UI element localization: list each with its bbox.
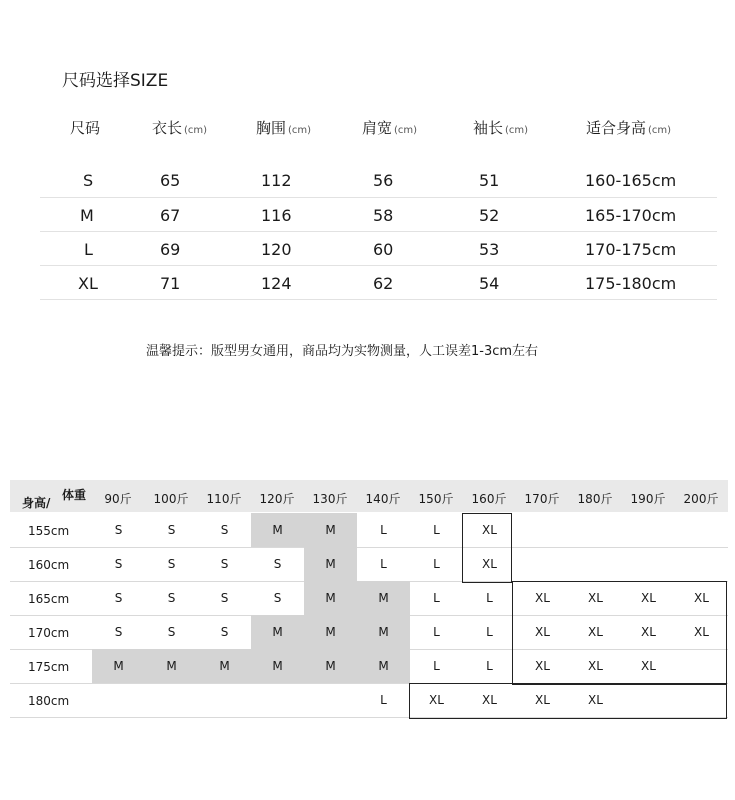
size-recommendation-cell: M xyxy=(304,547,357,581)
size-recommendation-cell xyxy=(198,683,251,717)
weight-col-label: 100斤 xyxy=(153,492,189,506)
chest-cell: 124 xyxy=(261,274,292,293)
grid-row xyxy=(10,513,728,548)
length-cell: 69 xyxy=(160,240,181,259)
size-recommendation-cell: XL xyxy=(588,591,603,605)
size-recommendation-cell xyxy=(622,513,675,547)
size-recommendation-cell: L xyxy=(433,557,440,571)
size-recommendation-cell xyxy=(622,547,675,581)
height-label: 170cm xyxy=(28,626,70,640)
weight-col-label: 90斤 xyxy=(104,492,132,506)
size-recommendation-cell: L xyxy=(380,557,387,571)
header-fit-height: 适合身高 (cm) xyxy=(586,119,672,137)
size-recommendation-cell: L xyxy=(433,659,440,673)
size-recommendation-cell: M xyxy=(357,581,410,615)
size-cell: M xyxy=(80,206,94,225)
shoulder-cell: 62 xyxy=(373,274,394,293)
shoulder-cell: 58 xyxy=(373,206,394,225)
header-chest: 胸围 (cm) xyxy=(256,119,312,137)
size-recommendation-cell xyxy=(675,547,728,581)
size-cell: L xyxy=(84,240,93,259)
grid-header xyxy=(10,480,728,512)
size-recommendation-cell xyxy=(675,649,728,683)
header-shoulder: 肩宽 (cm) xyxy=(362,119,418,137)
size-recommendation-cell: XL xyxy=(482,557,497,571)
size-cell: S xyxy=(83,171,94,190)
corner-weight-label: 体重 xyxy=(62,488,87,502)
size-recommendation-cell: M xyxy=(304,513,357,547)
grid-row xyxy=(10,615,728,650)
size-recommendation-cell: XL xyxy=(535,659,550,673)
sleeve-cell: 53 xyxy=(479,240,500,259)
grid-row xyxy=(10,547,728,582)
fit-height-cell: 175-180cm xyxy=(585,274,677,293)
size-recommendation-cell: S xyxy=(114,591,123,605)
size-recommendation-cell: M xyxy=(304,581,357,615)
size-recommendation-cell xyxy=(675,683,728,717)
size-cell: XL xyxy=(78,274,98,293)
chest-cell: 112 xyxy=(261,171,292,190)
size-row xyxy=(40,197,717,231)
size-row xyxy=(40,163,717,196)
sleeve-cell: 52 xyxy=(479,206,500,225)
size-recommendation-cell: M xyxy=(251,649,304,683)
size-recommendation-cell: L xyxy=(486,625,493,639)
size-recommendation-cell: XL xyxy=(694,625,709,639)
size-recommendation-cell xyxy=(516,513,569,547)
weight-col-label: 130斤 xyxy=(312,492,348,506)
size-recommendation-cell xyxy=(145,683,198,717)
chest-cell: 120 xyxy=(261,240,292,259)
weight-col-label: 190斤 xyxy=(630,492,666,506)
size-recommendation-cell xyxy=(569,547,622,581)
header-size: 尺码 xyxy=(70,119,101,137)
length-cell: 67 xyxy=(160,206,181,225)
size-recommendation-cell: M xyxy=(357,615,410,649)
size-recommendation-cell: XL xyxy=(482,693,497,707)
size-recommendation-cell: XL xyxy=(588,693,603,707)
weight-col-label: 170斤 xyxy=(524,492,560,506)
size-recommendation-cell: S xyxy=(273,591,282,605)
grid-row xyxy=(10,581,728,616)
size-recommendation-cell: S xyxy=(167,591,176,605)
shoulder-cell: 56 xyxy=(373,171,394,190)
weight-col-label: 110斤 xyxy=(206,492,242,506)
header-length: 衣长 (cm) xyxy=(152,119,208,137)
fit-height-cell: 170-175cm xyxy=(585,240,677,259)
height-label: 160cm xyxy=(28,558,70,572)
length-cell: 71 xyxy=(160,274,181,293)
sleeve-cell: 51 xyxy=(479,171,500,190)
weight-col-label: 140斤 xyxy=(365,492,401,506)
grid-row xyxy=(10,683,728,718)
size-recommendation-cell: M xyxy=(92,649,145,683)
tip-text: 温馨提示：版型男女通用，商品均为实物测量，人工误差1-3cm左右 xyxy=(146,344,539,359)
size-recommendation-cell: XL xyxy=(482,523,497,537)
size-recommendation-cell: XL xyxy=(641,625,656,639)
size-recommendation-cell: M xyxy=(251,615,304,649)
size-recommendation-cell xyxy=(675,513,728,547)
size-recommendation-cell: XL xyxy=(429,693,444,707)
shoulder-cell: 60 xyxy=(373,240,394,259)
length-cell: 65 xyxy=(160,171,181,190)
size-recommendation-cell: S xyxy=(167,625,176,639)
size-row xyxy=(40,265,717,300)
size-row xyxy=(40,231,717,265)
size-recommendation-cell: L xyxy=(433,523,440,537)
size-recommendation-cell: S xyxy=(220,625,229,639)
size-recommendation-cell: L xyxy=(486,659,493,673)
corner-height-label: 身高/ xyxy=(22,496,51,510)
weight-col-label: 150斤 xyxy=(418,492,454,506)
height-label: 165cm xyxy=(28,592,70,606)
size-recommendation-cell: S xyxy=(114,625,123,639)
size-recommendation-cell: L xyxy=(380,693,387,707)
weight-col-label: 180斤 xyxy=(577,492,613,506)
size-recommendation-cell: L xyxy=(433,591,440,605)
size-recommendation-cell xyxy=(569,513,622,547)
size-recommendation-cell: M xyxy=(251,513,304,547)
header-sleeve: 袖长 (cm) xyxy=(473,119,529,137)
size-recommendation-cell: XL xyxy=(588,659,603,673)
size-recommendation-cell: XL xyxy=(535,625,550,639)
weight-col-label: 120斤 xyxy=(259,492,295,506)
size-recommendation-cell: M xyxy=(357,649,410,683)
size-recommendation-cell: S xyxy=(114,557,123,571)
size-recommendation-cell: XL xyxy=(694,591,709,605)
size-recommendation-cell: S xyxy=(114,523,123,537)
sleeve-cell: 54 xyxy=(479,274,500,293)
size-recommendation-cell: L xyxy=(486,591,493,605)
height-label: 155cm xyxy=(28,524,70,538)
size-recommendation-cell: S xyxy=(220,523,229,537)
size-recommendation-cell: XL xyxy=(641,659,656,673)
size-recommendation-cell: M xyxy=(145,649,198,683)
size-recommendation-cell xyxy=(622,683,675,717)
size-recommendation-cell: M xyxy=(198,649,251,683)
size-recommendation-cell: S xyxy=(167,557,176,571)
size-recommendation-cell: S xyxy=(220,557,229,571)
size-recommendation-cell: XL xyxy=(588,625,603,639)
height-label: 180cm xyxy=(28,694,70,708)
weight-col-label: 200斤 xyxy=(683,492,719,506)
size-recommendation-cell xyxy=(304,683,357,717)
size-recommendation-cell: XL xyxy=(535,693,550,707)
size-recommendation-cell: M xyxy=(304,649,357,683)
fit-height-cell: 165-170cm xyxy=(585,206,677,225)
grid-row xyxy=(10,649,728,684)
size-recommendation-cell: S xyxy=(273,557,282,571)
size-recommendation-cell xyxy=(92,683,145,717)
size-recommendation-cell: L xyxy=(380,523,387,537)
fit-height-cell: 160-165cm xyxy=(585,171,677,190)
page-title: 尺码选择SIZE xyxy=(62,71,169,91)
size-recommendation-cell xyxy=(516,547,569,581)
size-recommendation-cell: XL xyxy=(535,591,550,605)
weight-height-grid xyxy=(10,480,728,720)
height-label: 175cm xyxy=(28,660,70,674)
size-recommendation-cell: S xyxy=(220,591,229,605)
size-recommendation-cell: M xyxy=(304,615,357,649)
size-recommendation-cell: L xyxy=(433,625,440,639)
size-recommendation-cell: S xyxy=(167,523,176,537)
weight-col-label: 160斤 xyxy=(471,492,507,506)
size-recommendation-cell xyxy=(251,683,304,717)
chest-cell: 116 xyxy=(261,206,292,225)
size-recommendation-cell: XL xyxy=(641,591,656,605)
